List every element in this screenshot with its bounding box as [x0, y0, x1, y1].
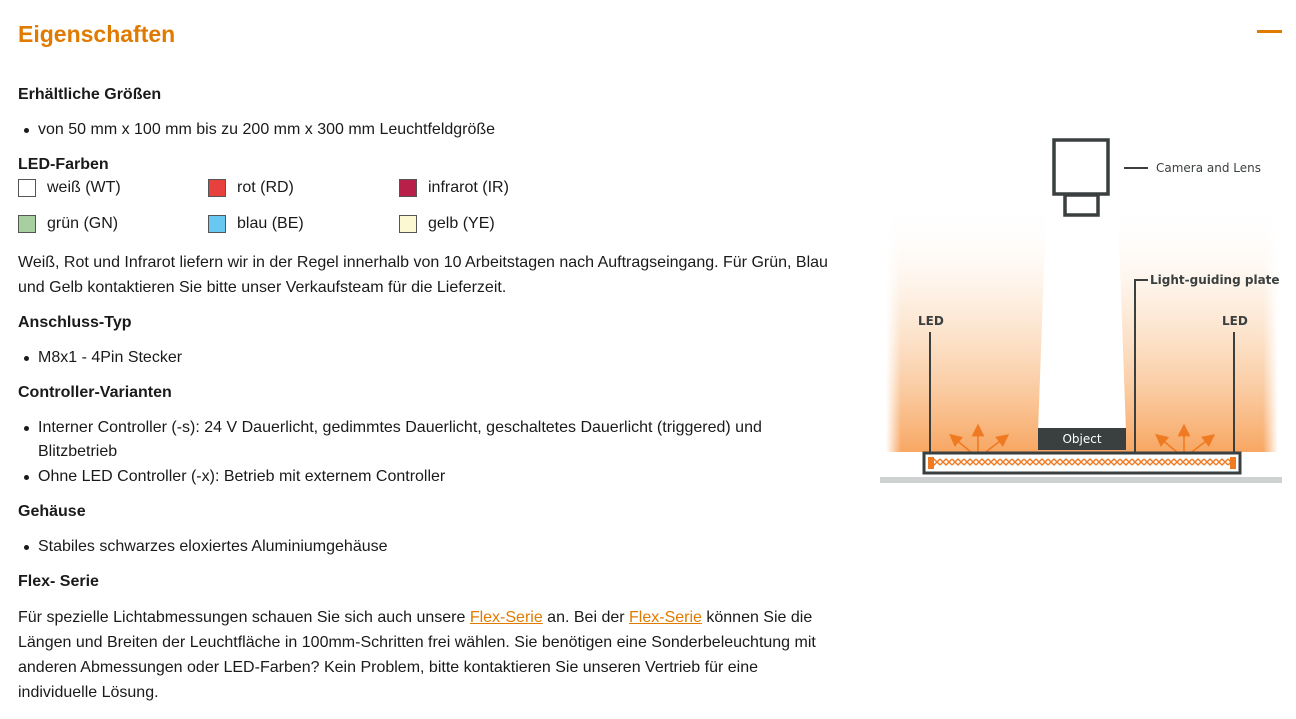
sizes-heading: Erhältliche Größen	[18, 86, 162, 103]
led-color-infrared	[399, 179, 509, 197]
lens-icon	[1065, 195, 1098, 215]
connection-item: M8x1 - 4Pin Stecker	[38, 346, 828, 370]
led-left	[928, 457, 934, 469]
led-color-red	[208, 179, 294, 197]
section-title: Eigenschaften	[18, 21, 176, 47]
flex-text-3: können Sie die Längen und Breiten der Leuchtfläche in 100mm-Schritten frei wählen. Sie benötigen eine Sonderbeleuchtung mit anderen Abmessungen oder LED-Farben? Kein Problem, bitte kontaktieren Sie unseren Vertrieb für eine individuelle Lösung.	[18, 609, 816, 701]
flex-text-2: an. Bei der	[542, 609, 630, 626]
flex-series-link-2[interactable]: Flex-Serie	[629, 609, 702, 626]
led-color-white	[18, 179, 121, 197]
controller-heading: Controller-Varianten	[18, 384, 172, 401]
led-colors-heading: LED-Farben	[18, 156, 109, 173]
led-color-green	[18, 215, 118, 233]
color-swatch-blue	[208, 215, 226, 233]
led-color-yellow	[399, 215, 495, 233]
color-label-red: rot (RD)	[237, 179, 294, 196]
housing-heading: Gehäuse	[18, 503, 86, 520]
plate-label: Light-guiding plate	[1150, 273, 1280, 287]
led-label-right: LED	[1222, 314, 1248, 328]
flex-paragraph	[18, 605, 838, 705]
color-swatch-white	[18, 179, 36, 197]
sizes-item: von 50 mm x 100 mm bis zu 200 mm x 300 mm Leuchtfeldgröße	[38, 118, 828, 142]
led-color-blue	[208, 215, 304, 233]
collapse-icon[interactable]	[1257, 30, 1282, 33]
flex-heading: Flex- Serie	[18, 573, 99, 590]
delivery-note: Weiß, Rot und Infrarot liefern wir in der Regel innerhalb von 10 Arbeitstagen nach Auftragseingang. Für Grün, Blau und Gelb kontaktieren Sie bitte unser Verkaufsteam für die Lieferzeit.	[18, 254, 828, 296]
color-swatch-yellow	[399, 215, 417, 233]
color-label-green: grün (GN)	[47, 215, 119, 232]
flex-series-link-1[interactable]: Flex-Serie	[469, 609, 543, 626]
color-swatch-infrared	[399, 179, 417, 197]
color-swatch-red	[208, 179, 226, 197]
color-label-infrared: infrarot (IR)	[428, 179, 509, 196]
camera-view-beam	[1038, 212, 1126, 432]
controller-item-external: Ohne LED Controller (-x): Betrieb mit externem Controller	[38, 465, 828, 489]
connection-heading: Anschluss-Typ	[18, 314, 132, 331]
base-surface	[880, 477, 1282, 483]
flex-text-1: Für spezielle Lichtabmessungen schauen Sie sich auch unsere	[18, 609, 470, 626]
color-swatch-green	[18, 215, 36, 233]
color-label-blue: blau (BE)	[237, 215, 304, 232]
color-label-yellow: gelb (YE)	[428, 215, 495, 232]
camera-label: Camera and Lens	[1156, 161, 1262, 175]
camera-icon	[1054, 140, 1108, 194]
color-label-white: weiß (WT)	[47, 179, 121, 196]
object-label: Object	[1062, 432, 1102, 446]
led-label-left: LED	[918, 314, 944, 328]
led-right	[1230, 457, 1236, 469]
housing-item: Stabiles schwarzes eloxiertes Aluminiumgehäuse	[38, 535, 828, 559]
illumination-diagram	[880, 132, 1284, 492]
controller-item-internal: Interner Controller (-s): 24 V Dauerlicht, gedimmtes Dauerlicht, geschaltetes Dauerlicht (triggered) und Blitzbetrieb	[38, 416, 828, 464]
